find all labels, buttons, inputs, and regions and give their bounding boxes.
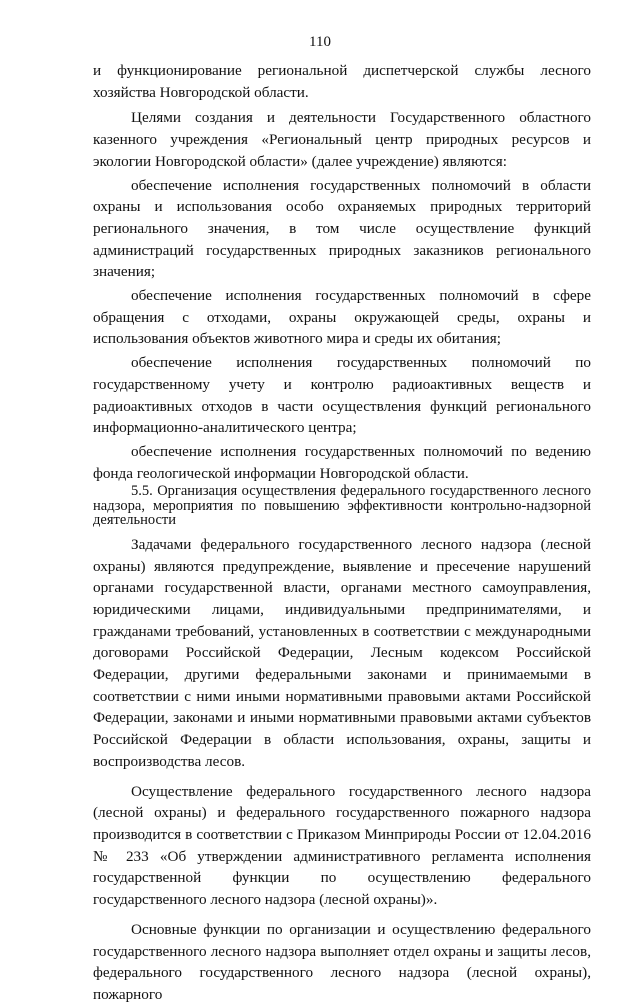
- list-item-goal-3: обеспечение исполнения государственных полномочий по государственному учету и контролю радиоактивных веществ и радиоактивных отходов в части осуществления функций регионального информационно-аналитического центра;: [93, 354, 591, 437]
- list-item-goal-1: обеспечение исполнения государственных полномочий в области охраны и использования особо охраняемых природных территорий регионального значения, в том числе осуществление функций администраций государственных природных заказников регионального значения;: [93, 176, 591, 281]
- document-body: [93, 60, 591, 1006]
- paragraph-regulation: Осуществление федерального государственного лесного надзора (лесной охраны) и федерального государственного пожарного надзора производится в соответствии с Приказом Минприроды России от 12.04.2016 № 233 «Об утверждении административного регламента исполнения государственной функции по осуществлению федерального государственного лесного надзора (лесной охраны)».: [93, 782, 591, 909]
- list-item-goal-4: обеспечение исполнения государственных полномочий по ведению фонда геологической информации Новгородской области.: [93, 442, 591, 482]
- page-number: 110: [309, 34, 331, 50]
- paragraph-functions: Основные функции по организации и осуществлению федерального государственного лесного надзора выполняет отдел охраны и защиты лесов, федерального государственного лесного надзора (лесной охраны), пожарного: [93, 920, 591, 1003]
- section-heading: 5.5. Организация осуществления федерального государственного лесного надзора, мероприятия по повышению эффективности контрольно-надзорной деятельности: [93, 483, 591, 529]
- paragraph-tasks: Задачами федерального государственного лесного надзора (лесной охраны) являются предупреждение, выявление и пресечение нарушений органами государственной власти, органами местного самоуправления, юридическими лицами, индивидуальными предпринимателями, и гражданами требований, установленных в соответствии с международными договорами Российской Федерации, Лесным кодексом Российской Федерации, другими федеральными законами и принимаемыми в соответствии с ними иными нормативными правовыми актами Российской Федерации, законами и иными нормативными правовыми актами субъектов Российской Федерации в области использования, охраны, защиты и воспроизводства лесов.: [93, 535, 591, 770]
- paragraph-continuation: и функционирование региональной диспетчерской службы лесного хозяйства Новгородской области.: [93, 62, 591, 101]
- paragraph-goals-intro: Целями создания и деятельности Государственного областного казенного учреждения «Региональный центр природных ресурсов и экологии Новгородской области» (далее учреждение) являются:: [93, 109, 591, 170]
- list-item-goal-2: обеспечение исполнения государственных полномочий в сфере обращения с отходами, охраны окружающей среды, охраны и использования объектов животного мира и среды их обитания;: [93, 287, 591, 348]
